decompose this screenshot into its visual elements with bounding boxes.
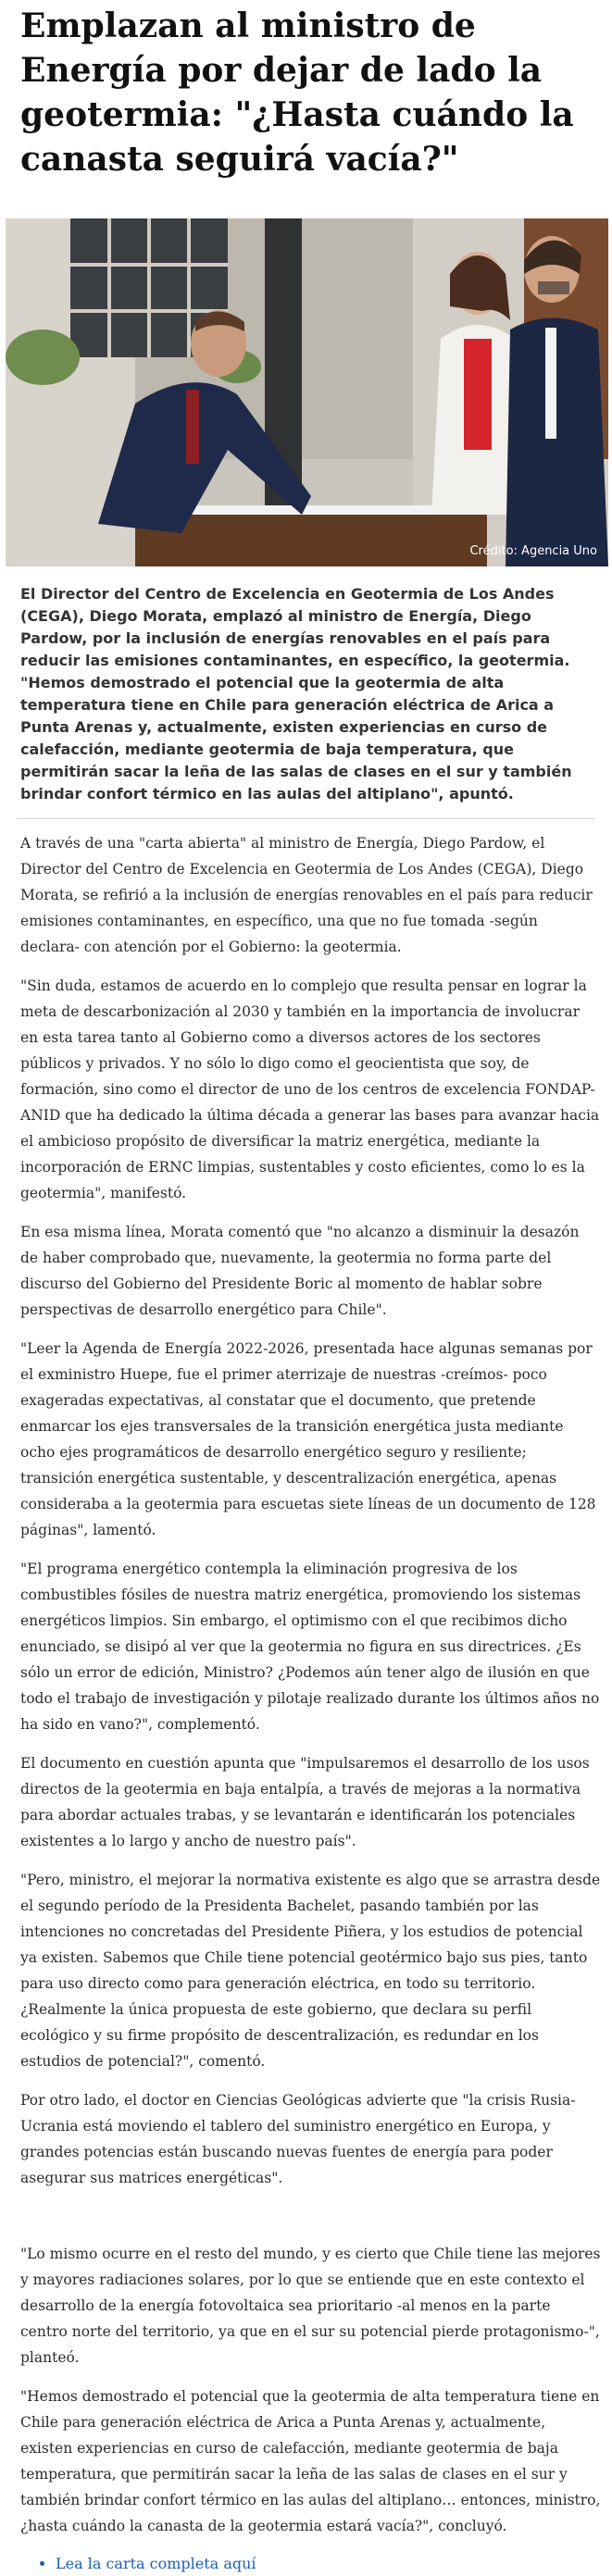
body-paragraph: "El programa energético contempla la eliminación progresiva de los combustibles fósiles de nuestra matriz energética, promoviendo los sistemas energéticos limpios. Sin embargo, el optimismo con el que recibimos dicho enunciado, se disipó al ver que la geotermia no figura en sus directrices. ¿Es sólo un error de edición, Ministro? ¿Podemos aún tener algo de ilusión en que todo el trabajo de investigación y pilotaje realizado durante los últimos años no ha sido en vano?", complementó.: [20, 1561, 600, 1733]
body-paragraph: "Sin duda, estamos de acuerdo en lo complejo que resulta pensar en lograr la meta de descarbonización al 2030 y también en la importancia de involucrar en esta tarea tanto al Gobierno como a diversos actores de los sectores públicos y privados. Y no sólo lo digo como el geocientista que soy, de formación, sino como el director de uno de los centros de excelencia FONDAP-ANID que ha dedicado la última década a generar las bases para avanzar hacia el ambicioso propósito de diversificar la matriz energética, mediante la incorporación de ERNC limpias, sustentables y costo eficientes, como lo es la geotermia", manifestó.: [20, 977, 600, 1201]
body-paragraph: El documento en cuestión apunta que "impulsaremos el desarrollo de los usos directos de la geotermia en baja entalpía, a través de mejoras a la normativa para abordar actuales trabas, y se levantarán e identificarán los potenciales existentes a lo largo y ancho de nuestro país".: [20, 1755, 590, 1849]
body-paragraph: Por otro lado, el doctor en Ciencias Geológicas advierte que "la crisis Rusia-Ucrania está moviendo el tablero del suministro energético en Europa, y grandes potencias están buscando nuevas fuentes de energía para poder asegurar sus matrices energéticas".: [20, 2092, 576, 2186]
body-paragraph: "Hemos demostrado el potencial que la geotermia de alta temperatura tiene en Chile para generación eléctrica de Arica a Punta Arenas y, actualmente, existen experiencias en curso de calefacción, mediante geotermia de baja temperatura, que permitirán sacar la leña de las salas de clases en el sur y también brindar confort térmico en las aulas del altiplano… entonces, ministro, ¿hasta cuándo la canasta de la geotermia estará vacía?", concluyó.: [20, 2388, 601, 2534]
photo-credit: Crédito: Agencia Uno: [469, 544, 597, 558]
body-paragraph: "Lo mismo ocurre en el resto del mundo, y es cierto que Chile tiene las mejores y mayores radiaciones solares, por lo que se entiende que en este contexto el desarrollo de la energía fotovoltaica sea prioritario -al menos en la parte centro norte del territorio, ya que en el sur su potencial pierde protagonismo-", planteó.: [20, 2246, 601, 2366]
article-headline: Emplazan al ministro de Energía por dejar de lado la geotermia: "¿Hasta cuándo la canasta seguirá vacía?": [20, 6, 574, 179]
article-lead: El Director del Centro de Excelencia en Geotermia de Los Andes (CEGA), Diego Morata, emplazó al ministro de Energía, Diego Pardow, por la inclusión de energías renovables en el país para reducir las emisiones contaminantes, en específico, la geotermia. "Hemos demostrado el potencial que la geotermia de alta temperatura tiene en Chile para generación eléctrica de Arica a Punta Arenas y, actualmente, existen experiencias en curso de calefacción, mediante geotermia de baja temperatura, que permitirán sacar la leña de las salas de clases en el sur y también brindar confort térmico en las aulas del altiplano", apuntó.: [20, 585, 572, 803]
read-more-item: [56, 2552, 601, 2576]
article-body: [0, 819, 612, 2576]
body-paragraph: A través de una "carta abierta" al ministro de Energía, Diego Pardow, el Director del Centro de Excelencia en Geotermia de Los Andes (CEGA), Diego Morata, se refirió a la inclusión de energías renovables en el país para reducir emisiones contaminantes, en específico, una que no fue tomada -según declara- con atención por el Gobierno: la geotermia.: [20, 835, 593, 955]
article-photo: [6, 218, 608, 566]
body-paragraph: "Pero, ministro, el mejorar la normativa existente es algo que se arrastra desde el segundo período de la Presidenta Bachelet, pasando también por las intenciones no concretadas del Presidente Piñera, y los estudios de potencial ya existen. Sabemos que Chile tiene potencial geotérmico bajo sus pies, tanto para uso directo como para generación eléctrica, en todo su territorio. ¿Realmente la única propuesta de este gobierno, que declara su perfil ecológico y su firme propósito de descentralización, es redundar en los estudios de potencial?", comentó.: [20, 1872, 601, 2070]
read-more-link[interactable]: Lea la carta completa aquí: [56, 2555, 256, 2572]
body-paragraph: "Leer la Agenda de Energía 2022-2026, presentada hace algunas semanas por el exministro Huepe, fue el primer aterrizaje de nuestras -creímos- poco exageradas expectativas, al constatar que el documento, que pretende enmarcar los ejes transversales de la transición energética justa mediante ocho ejes programáticos de desarrollo energético seguro y resiliente; transición energética sustentable, y descentralización energética, apenas consideraba a la geotermia para escuetas siete líneas de un documento de 128 páginas", lamentó.: [20, 1340, 596, 1538]
body-paragraph: En esa misma línea, Morata comentó que "no alcanzo a disminuir la desazón de haber comprobado que, nuevamente, la geotermia no forma parte del discurso del Gobierno del Presidente Boric al momento de hablar sobre perspectivas de desarrollo energético para Chile".: [20, 1224, 580, 1318]
photo-illustration: [6, 218, 608, 566]
read-more-list: [20, 2552, 601, 2576]
